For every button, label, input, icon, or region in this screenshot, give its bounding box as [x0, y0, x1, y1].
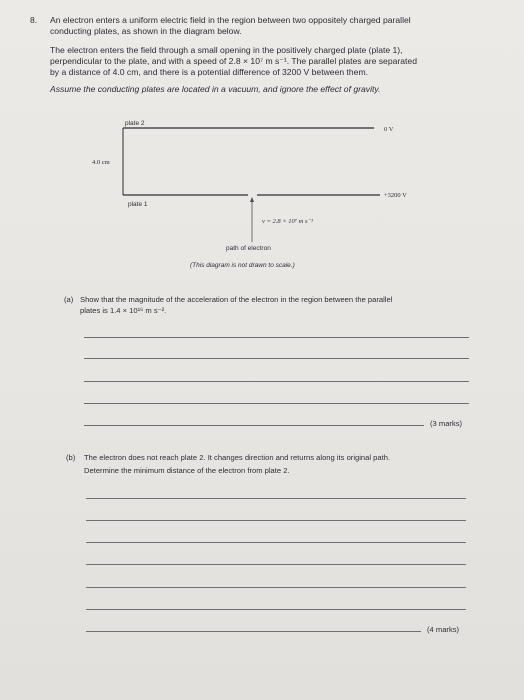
intro-line-2: conducting plates, as shown in the diagram below. [50, 26, 242, 36]
answer-line-b6 [86, 609, 466, 610]
answer-line-a3 [84, 381, 469, 382]
para2-line-1: The electron enters the field through a small opening in the positively charged plate (plate 1), [50, 45, 403, 55]
path-label: path of electron [226, 245, 271, 252]
answer-line-b5 [86, 587, 466, 588]
part-b-label: (b) [66, 453, 76, 462]
para2-line-3: by a distance of 4.0 cm, and there is a potential difference of 3200 V between them. [50, 67, 369, 77]
separation-label: 4.0 cm [92, 159, 110, 166]
answer-line-a1 [84, 337, 469, 338]
answer-line-b3 [86, 542, 466, 543]
answer-line-b4 [86, 564, 466, 565]
electron-path-arrowhead [250, 197, 254, 202]
plate-2-voltage: 0 V [384, 126, 394, 133]
assumption-text: Assume the conducting plates are located in a vacuum, and ignore the effect of gravity. [50, 84, 381, 94]
speed-label: v = 2.8 × 10⁷ m s⁻¹ [262, 218, 313, 225]
part-a-label: (a) [64, 295, 74, 304]
plate-2-label: plate 2 [125, 120, 145, 127]
part-a-text-2: plates is 1.4 × 10¹⁶ m s⁻². [80, 306, 167, 315]
part-b-marks: (4 marks) [427, 625, 460, 634]
part-a-text-1: Show that the magnitude of the acceleration of the electron in the region between the parallel [80, 295, 393, 304]
answer-line-b7 [86, 631, 421, 632]
intro-line-1: An electron enters a uniform electric field in the region between two oppositely charged parallel [50, 15, 411, 25]
answer-line-b1 [86, 498, 466, 499]
answer-line-b2 [86, 520, 466, 521]
para2-line-2: perpendicular to the plate, and with a speed of 2.8 × 10⁷ m s⁻¹. The parallel plates are separated [50, 56, 417, 66]
answer-line-a5 [84, 425, 424, 426]
part-a-marks: (3 marks) [430, 419, 463, 428]
question-number: 8. [30, 15, 38, 25]
plate-1-label: plate 1 [128, 201, 148, 208]
part-b-text-1: The electron does not reach plate 2. It changes direction and returns along its original path. [84, 453, 391, 462]
answer-line-a4 [84, 403, 469, 404]
answer-line-a2 [84, 358, 469, 359]
part-b-text-2: Determine the minimum distance of the electron from plate 2. [84, 466, 290, 475]
diagram-note: (This diagram is not drawn to scale.) [190, 262, 295, 269]
plate-1-voltage: +3200 V [384, 192, 407, 199]
